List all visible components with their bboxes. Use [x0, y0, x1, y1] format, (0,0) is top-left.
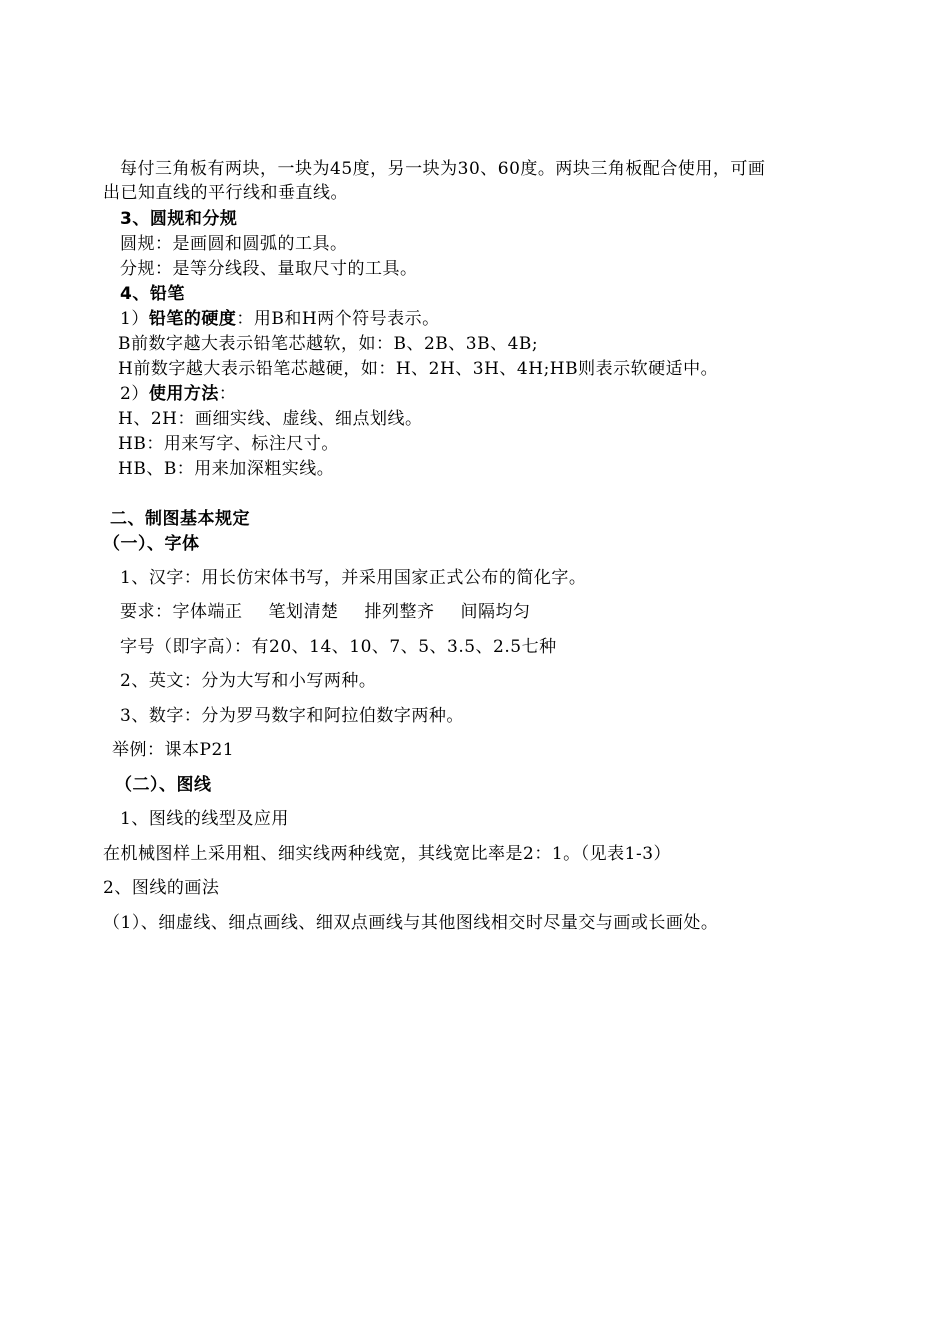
compass-heading: 3、圆规和分规 — [120, 209, 238, 229]
usage-label: 使用方法 — [148, 384, 219, 404]
req-2: 笔划清楚 — [268, 602, 339, 622]
font-sizes-text: 字号（即字高）：有20、14、10、7、5、3.5、2.5七种 — [120, 637, 557, 657]
req-3: 排列整齐 — [364, 602, 435, 622]
triangle-paragraph-line-1: 每付三角板有两块，一块为45度，另一块为30、60度。两块三角板配合使用，可画 — [120, 159, 766, 179]
example-text: 举例：课本P21 — [112, 740, 235, 760]
divider-text: 分规：是等分线段、量取尺寸的工具。 — [120, 259, 418, 279]
hanzi-text: 1、汉字：用长仿宋体书写，并采用国家正式公布的简化字。 — [120, 568, 587, 588]
lines-width-text: 在机械图样上采用粗、细实线两种线宽，其线宽比率是2：1。（见表1-3） — [103, 844, 672, 864]
hardness-prefix: 1） — [120, 309, 149, 329]
usage-hbb-text: HB、B：用来加深粗实线。 — [118, 459, 335, 479]
lines-types-text: 1、图线的线型及应用 — [120, 809, 289, 829]
b-soft-text: B前数字越大表示铅笔芯越软，如：B、2B、3B、4B; — [118, 334, 539, 354]
hardness-label: 铅笔的硬度 — [148, 309, 237, 329]
lines-draw-text: 2、图线的画法 — [103, 878, 220, 898]
usage-suffix: ： — [218, 384, 237, 404]
section-heading-basic-rules: 二、制图基本规定 — [110, 509, 250, 529]
hardness-line — [120, 307, 440, 331]
req-label: 要求：字体端正 — [120, 602, 243, 622]
digits-text: 3、数字：分为罗马数字和阿拉伯数字两种。 — [120, 706, 464, 726]
lines-rule-text: （1）、细虚线、细点画线、细双点画线与其他图线相交时尽量交与画或长画处。 — [103, 913, 719, 933]
h-hard-text: H前数字越大表示铅笔芯越硬，如：H、2H、3H、4H;HB则表示软硬适中。 — [118, 359, 719, 379]
triangle-paragraph-line-2: 出已知直线的平行线和垂直线。 — [103, 183, 348, 203]
usage-hb-text: HB：用来写字、标注尺寸。 — [118, 434, 339, 454]
compass-text: 圆规：是画圆和圆弧的工具。 — [120, 234, 348, 254]
lines-heading: （二）、图线 — [115, 775, 212, 795]
req-4: 间隔均匀 — [460, 602, 531, 622]
english-text: 2、英文：分为大写和小写两种。 — [120, 671, 377, 691]
requirements-line — [120, 600, 531, 624]
usage-prefix: 2） — [120, 384, 149, 404]
font-heading: （一）、字体 — [103, 534, 200, 554]
hardness-text: ：用B和H两个符号表示。 — [236, 309, 440, 329]
usage-line — [120, 382, 236, 406]
usage-h-text: H、2H：画细实线、虚线、细点划线。 — [118, 409, 423, 429]
pencil-heading: 4、铅笔 — [120, 284, 185, 304]
